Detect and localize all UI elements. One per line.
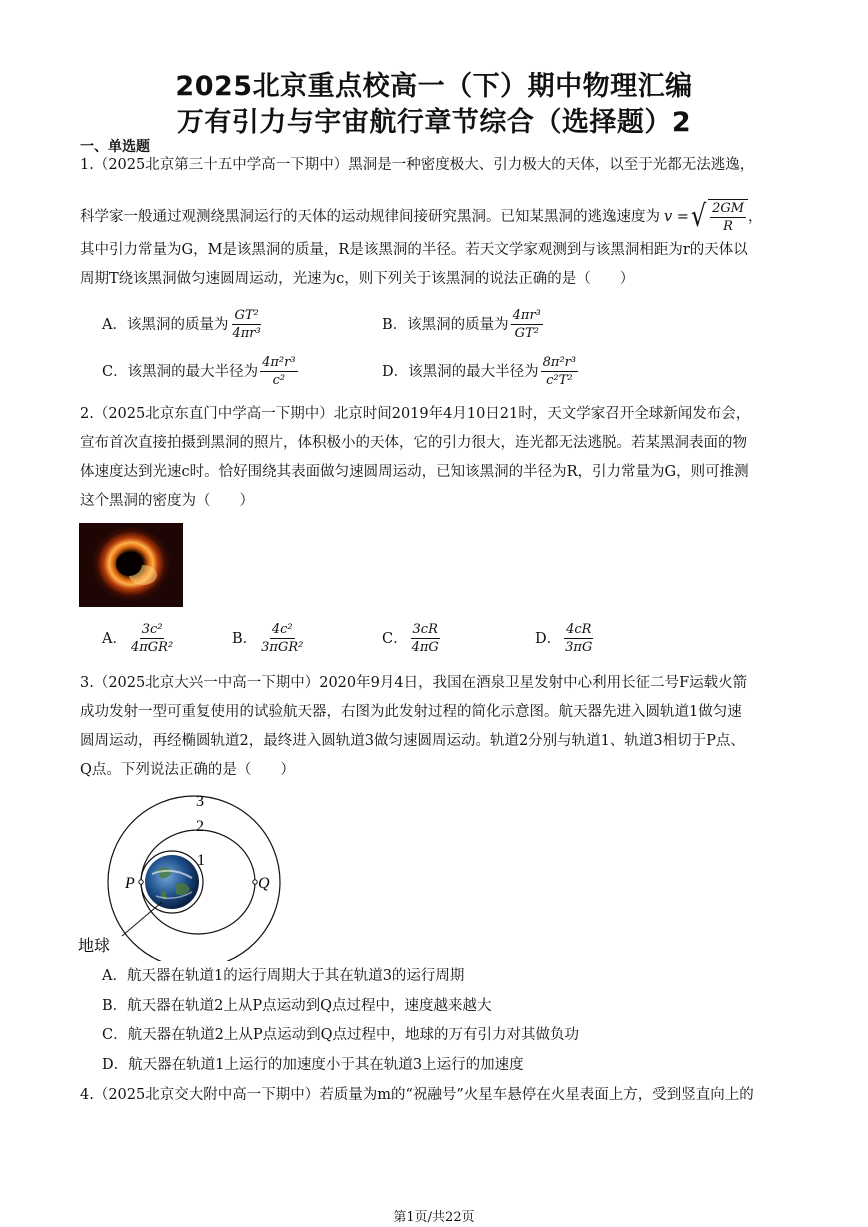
q1-formula-lhs: v = xyxy=(664,208,689,225)
q1-option-a-den: 4πr³ xyxy=(232,326,261,341)
title-line-2: 万有引力与宇宙航行章节综合（选择题）2 xyxy=(176,107,692,138)
point-p xyxy=(139,880,143,884)
q1-option-b-num: 4πr³ xyxy=(512,308,541,323)
q1-line-1: 1.（2025北京第三十五中学高一下期中）黑洞是一种密度极大、引力极大的天体，以至于光都无法逃逸， xyxy=(80,157,755,173)
q2-option-c-den: 4πG xyxy=(411,640,439,655)
q1-option-a-text: A．该黑洞的质量为 xyxy=(102,316,229,333)
q1-line-4: 周期T绕该黑洞做匀速圆周运动，光速为c，则下列关于该黑洞的说法正确的是（ ） xyxy=(80,271,635,287)
q1-line-2-end: ， xyxy=(748,208,763,225)
q3-option-d[interactable]: D．航天器在轨道1上运行的加速度小于其在轨道3上运行的加速度 xyxy=(102,1057,524,1073)
q1-option-c-text: C．该黑洞的最大半径为 xyxy=(102,363,259,380)
q2-option-c-label: C． xyxy=(382,630,408,647)
page-footer: 第1页/共22页 xyxy=(393,1210,475,1225)
q1-line-2-text: 科学家一般通过观测绕黑洞运行的天体的运动规律间接研究黑洞。已知某黑洞的逃逸速度为 xyxy=(80,208,660,225)
q2-option-c[interactable] xyxy=(382,622,443,655)
point-q-label: Q xyxy=(258,875,270,892)
q2-option-d-label: D． xyxy=(535,630,562,647)
q1-option-d-den: c²T² xyxy=(546,373,573,388)
orbit-diagram xyxy=(76,786,306,961)
q1-option-b-text: B．该黑洞的质量为 xyxy=(382,316,509,333)
q3-option-b[interactable]: B．航天器在轨道2上从P点运动到Q点过程中，速度越来越大 xyxy=(102,998,492,1014)
q2-option-c-num: 3cR xyxy=(412,622,438,637)
q1-option-d[interactable] xyxy=(382,355,580,388)
title-line-1: 2025北京重点校高一（下）期中物理汇编 xyxy=(175,71,693,102)
q3-line-3: 圆周运动，再经椭圆轨道2，最终进入圆轨道3做匀速圆周运动。轨道2分别与轨道1、轨道3相切于P点、 xyxy=(80,733,745,749)
q1-option-c-den: c² xyxy=(272,373,286,388)
q3-option-a[interactable]: A．航天器在轨道1的运行周期大于其在轨道3的运行周期 xyxy=(102,968,465,984)
q2-option-a-label: A． xyxy=(102,630,127,647)
q2-option-a-num: 3c² xyxy=(141,622,163,637)
orbit-2-label: 2 xyxy=(196,818,204,835)
q2-option-a-den: 4πGR² xyxy=(130,640,174,655)
q1-option-c[interactable] xyxy=(102,355,300,388)
q2-line-1: 2.（2025北京东直门中学高一下期中）北京时间2019年4月10日21时，天文学家召开全球新闻发布会， xyxy=(80,406,751,422)
q1-formula-num: 2GM xyxy=(712,201,745,216)
q1-option-d-num: 8π²r³ xyxy=(542,355,577,370)
q3-line-4: Q点。下列说法正确的是（ ） xyxy=(80,762,295,778)
section-heading: 一、单选题 xyxy=(80,139,150,155)
q1-option-d-text: D．该黑洞的最大半径为 xyxy=(382,363,539,380)
orbit-1-label: 1 xyxy=(197,852,205,869)
q2-line-4: 这个黑洞的密度为（ ） xyxy=(80,493,254,509)
q2-option-a[interactable] xyxy=(102,622,177,655)
q1-option-a[interactable] xyxy=(102,308,265,341)
earth-label: 地球 xyxy=(78,936,111,955)
q2-option-d-den: 3πG xyxy=(565,640,593,655)
q1-line-3: 其中引力常量为G，M是该黑洞的质量，R是该黑洞的半径。若天文学家观测到与该黑洞相距为r的天体以 xyxy=(80,242,748,258)
q1-escape-velocity-formula: √ $\frac{2GM}{R}$ xyxy=(689,199,748,234)
earth-icon xyxy=(145,855,199,909)
q2-line-2: 宣布首次直接拍摄到黑洞的照片，体积极小的天体，它的引力很大，连光都无法逃脱。若某黑洞表面的物 xyxy=(80,435,747,451)
q1-formula-den: R xyxy=(723,219,733,234)
q1-option-b-den: GT² xyxy=(514,326,539,341)
q2-option-b-label: B． xyxy=(232,630,258,647)
q2-option-d[interactable] xyxy=(535,622,596,655)
q1-option-a-num: GT² xyxy=(234,308,259,323)
point-p-label: P xyxy=(125,875,135,892)
q1-option-c-num: 4π²r³ xyxy=(262,355,296,370)
q3-option-c[interactable]: C．航天器在轨道2上从P点运动到Q点过程中，地球的万有引力对其做负功 xyxy=(102,1027,579,1043)
q2-option-b[interactable] xyxy=(232,622,307,655)
q2-option-b-num: 4c² xyxy=(271,622,293,637)
q2-option-d-num: 4cR xyxy=(566,622,592,637)
orbit-3-label: 3 xyxy=(196,793,204,810)
q2-option-b-den: 3πGR² xyxy=(261,640,304,655)
black-hole-photo xyxy=(79,523,183,607)
q1-line-2 xyxy=(80,199,763,234)
point-q xyxy=(253,880,257,884)
q3-line-2: 成功发射一型可重复使用的试验航天器，右图为此发射过程的简化示意图。航天器先进入圆轨道1做匀速 xyxy=(80,704,742,720)
q3-line-1: 3.（2025北京大兴一中高一下期中）2020年9月4日，我国在酒泉卫星发射中心利用长征二号F运载火箭 xyxy=(80,675,748,691)
q2-line-3: 体速度达到光速c时。恰好围绕其表面做匀速圆周运动，已知该黑洞的半径为R，引力常量为G，则可推测 xyxy=(80,464,749,480)
q4-line-1: 4.（2025北京交大附中高一下期中）若质量为m的“祝融号”火星车悬停在火星表面上方，受到竖直向上的 xyxy=(80,1087,754,1103)
q1-option-b[interactable] xyxy=(382,308,545,341)
